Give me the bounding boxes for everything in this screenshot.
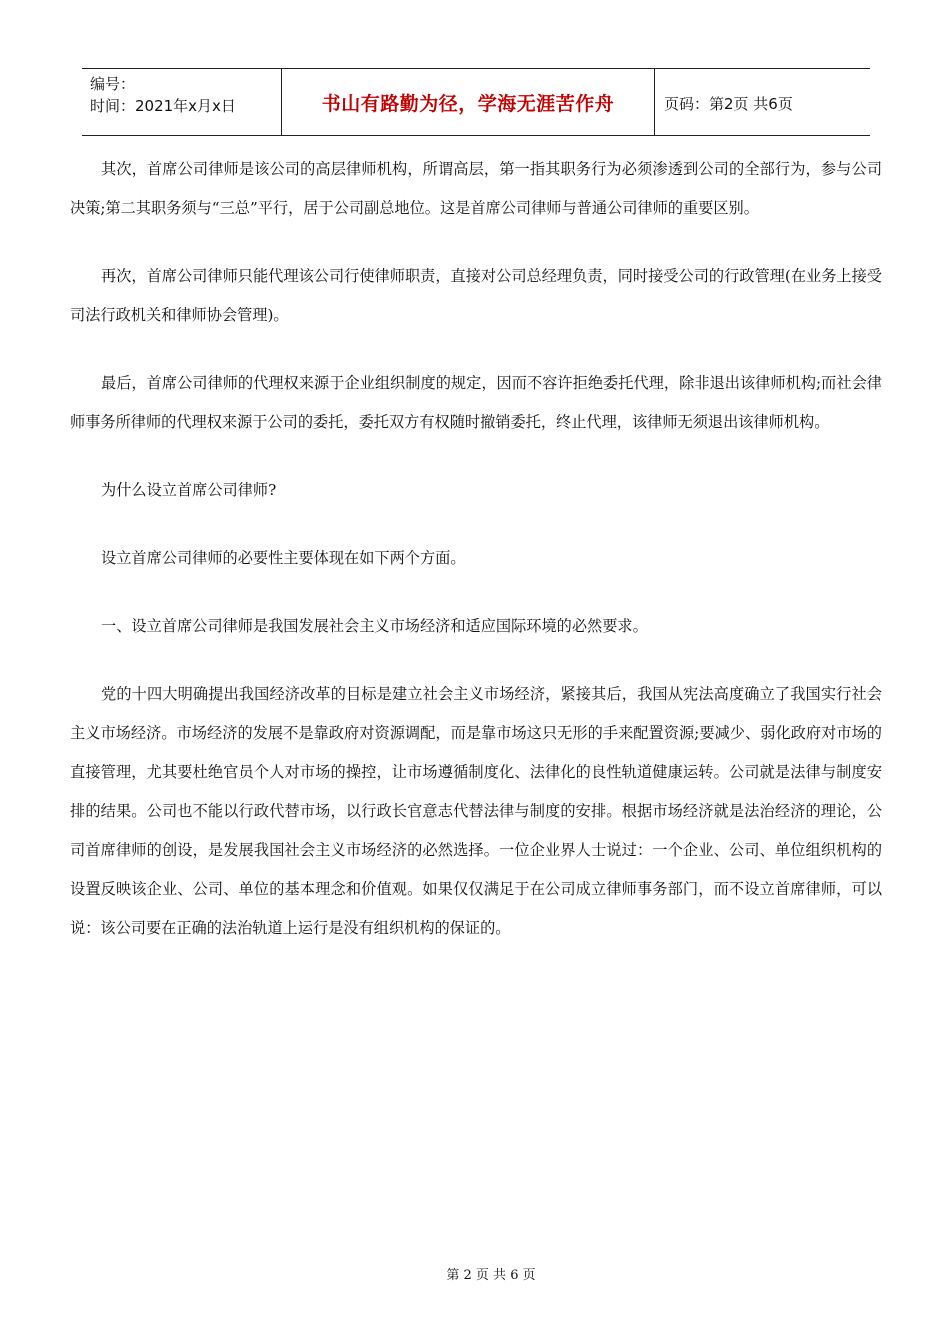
body-paragraph: 设立首席公司律师的必要性主要体现在如下两个方面。 — [101, 549, 466, 567]
header-motto: 书山有路勤为径，学海无涯苦作舟 — [321, 93, 615, 115]
body-paragraph: 其次，首席公司律师是该公司的高层律师机构，所谓高层，第一指其职务行为必须渗透到公司的全部行为，参与公司决策;第二其职务须与“三总”平行，居于公司副总地位。这是首席公司律师与普通公司律师的重要区别。 — [70, 160, 882, 217]
body-paragraph: 再次，首席公司律师只能代理该公司行使律师职责，直接对公司总经理负责，同时接受公司的行政管理(在业务上接受司法行政机关和律师协会管理)。 — [70, 267, 882, 324]
document-body — [70, 150, 882, 977]
section-question: 为什么设立首席公司律师? — [101, 481, 277, 499]
body-paragraph: 党的十四大明确提出我国经济改革的目标是建立社会主义市场经济，紧接其后，我国从宪法高度确立了我国实行社会主义市场经济。市场经济的发展不是靠政府对资源调配，而是靠市场这只无形的手来配置资源;要减少、弱化政府对市场的直接管理，尤其要杜绝官员个人对市场的操控，让市场遵循制度化、法律化的良性轨道健康运转。公司就是法律与制度安排的结果。公司也不能以行政代替市场，以行政长官意志代替法律与制度的安排。根据市场经济就是法治经济的理论，公司首席律师的创设，是发展我国社会主义市场经济的必然选择。一位企业界人士说过：一个企业、公司、单位组织机构的设置反映该企业、公司、单位的基本理念和价值观。如果仅仅满足于在公司成立律师事务部门，而不设立首席律师，可以说：该公司要在正确的法治轨道上运行是没有组织机构的保证的。 — [70, 685, 882, 937]
header-meta — [90, 73, 280, 117]
body-paragraph: 最后，首席公司律师的代理权来源于企业组织制度的规定，因而不容许拒绝委托代理，除非退出该律师机构;而社会律师事务所律师的代理权来源于公司的委托，委托双方有权随时撤销委托，终止代理，该律师无须退出该律师机构。 — [70, 374, 882, 431]
header-page-info: 页码：第2页 共6页 — [664, 95, 793, 113]
serial-number-label: 编号： — [90, 75, 136, 93]
page-footer: 第 2 页 共 6 页 — [446, 1268, 536, 1283]
page-header — [82, 68, 870, 136]
header-divider — [654, 69, 655, 135]
section-heading: 一、设立首席公司律师是我国发展社会主义市场经济和适应国际环境的必然要求。 — [101, 617, 648, 635]
date-label: 时间：2021年x月x日 — [90, 97, 236, 115]
